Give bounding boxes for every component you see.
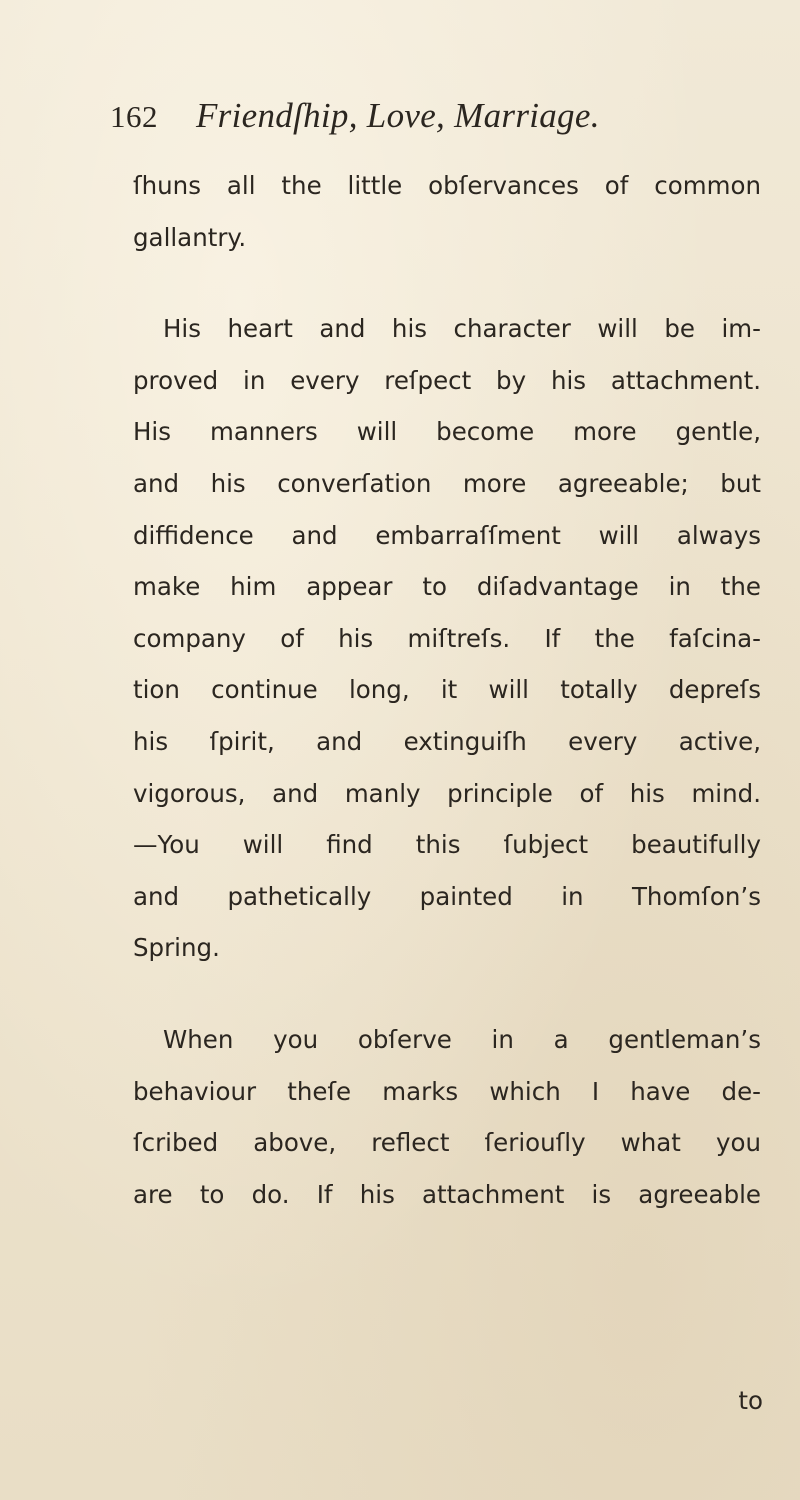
text-line: make him appear to diſadvantage in the: [133, 572, 761, 602]
paragraph-3: [133, 1014, 761, 1220]
text-line: ſcribed above, reflect ſeriouſly what you: [133, 1128, 761, 1158]
paragraph-spacer: [133, 263, 761, 303]
paragraph-2: [133, 303, 761, 974]
text-line: His manners will become more gentle,: [133, 417, 761, 447]
text-line: —You will find this ſubject beautifully: [133, 830, 761, 860]
text-line: diffidence and embarraſſment will always: [133, 520, 761, 550]
text-line: gallantry.: [133, 222, 247, 252]
text-line: Spring.: [133, 933, 220, 963]
paragraph-spacer: [133, 974, 761, 1014]
text-line: his ſpirit, and extinguiſh every active,: [133, 726, 761, 756]
page-number: 162: [110, 99, 158, 134]
running-head: [110, 96, 600, 136]
text-line: vigorous, and manly principle of his mind.: [133, 778, 761, 808]
text-line: When you obſerve in a gentleman’s: [163, 1024, 761, 1054]
paragraph-1: [133, 160, 761, 263]
catchword: to: [738, 1386, 763, 1415]
text-line: are to do. If his attachment is agreeable: [133, 1179, 761, 1209]
text-line: His heart and his character will be im-: [163, 314, 761, 344]
body-text: [133, 160, 761, 1220]
text-line: and his converſation more agreeable; but: [133, 468, 761, 498]
running-title: Friendſhip, Love, Marriage.: [196, 96, 600, 135]
text-line: company of his miſtreſs. If the faſcina-: [133, 623, 761, 653]
text-line: behaviour theſe marks which I have de-: [133, 1076, 761, 1106]
text-line: and pathetically painted in Thomſon’s: [133, 881, 761, 911]
text-line: ſhuns all the little obſervances of common: [133, 171, 761, 200]
text-line: proved in every reſpect by his attachment.: [133, 365, 761, 395]
text-line: tion continue long, it will totally depreſs: [133, 675, 761, 705]
